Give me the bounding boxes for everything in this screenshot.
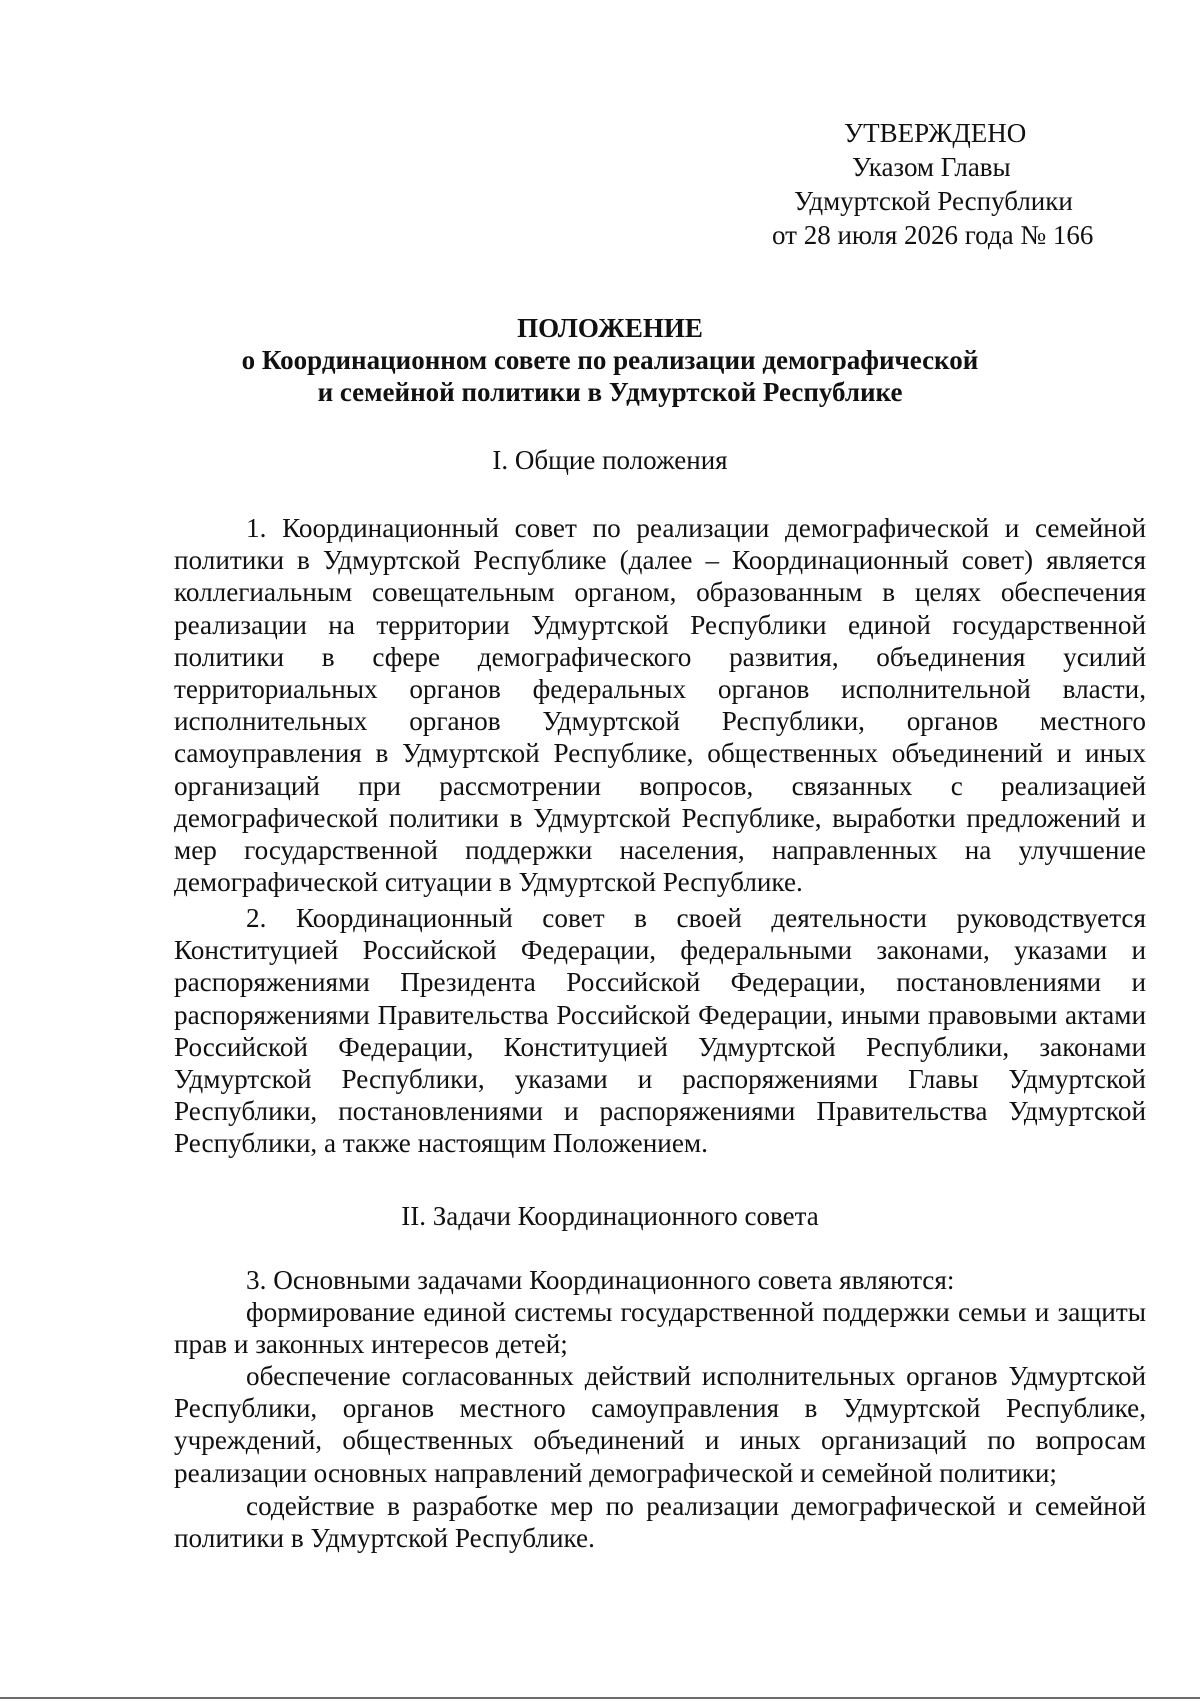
task-item-policy-measures: содействие в разработке мер по реализации демографической и семейной политики в Удмуртской Республике. [174,1491,1146,1554]
approval-label: УТВЕРЖДЕНО [844,118,1027,148]
approval-date-number: от 28 июля 2026 года № 166 [772,220,1094,250]
task-item-family-support: формирование единой системы государственной поддержки семьи и защиты прав и законных интересов детей; [174,1297,1146,1360]
document-title-main: ПОЛОЖЕНИЕ [517,313,703,343]
task-item-coordination: обеспечение согласованных действий исполнительных органов Удмуртской Республики, органов местного самоуправления в Удмуртской Республике, учреждений, общественных объединений и иных организаций по вопросам реализации основных направлений демографической и семейной политики; [174,1361,1146,1488]
approval-republic: Удмуртской Республики [794,186,1073,216]
section-heading-tasks: II. Задачи Координационного совета [401,1201,819,1231]
approval-decree: Указом Главы [852,152,1011,182]
document-title [160,312,1060,408]
page-bottom-edge [0,1697,1200,1699]
document-title-subtitle-1: о Координационном совете по реализации демографической [241,345,979,375]
paragraph-3: 3. Основными задачами Координационного совета являются: [246,1265,955,1295]
paragraph-1: 1. Координационный совет по реализации демографической и семейной политики в Удмуртской Республике (далее – Координационный совет) является коллегиальным совещательным органом, образованным в целях обеспечения реализации на территории Удмуртской Республики единой государственной политики в сфере демографического развития, объединения усилий территориальных органов федеральных органов исполнительной власти, исполнительных органов Удмуртской Республики, органов местного самоуправления в Удмуртской Республике, общественных объединений и иных организаций при рассмотрении вопросов, связанных с реализацией демографической политики в Удмуртской Республике, выработки предложений и мер государственной поддержки населения, направленных на улучшение демографической ситуации в Удмуртской Республике. [174,513,1146,898]
approval-block [740,116,1180,252]
document-title-subtitle-2: и семейной политики в Удмуртской Республике [317,377,903,407]
section-heading-general: I. Общие положения [492,445,728,475]
paragraph-2: 2. Координационный совет в своей деятельности руководствуется Конституцией Российской Федерации, федеральными законами, указами и распоряжениями Президента Российской Федерации, постановлениями и распоряжениями Правительства Российской Федерации, иными правовыми актами Российской Федерации, Конституцией Удмуртской Республики, законами Удмуртской Республики, указами и распоряжениями Главы Удмуртской Республики, постановлениями и распоряжениями Правительства Удмуртской Республики, а также настоящим Положением. [174,903,1146,1159]
